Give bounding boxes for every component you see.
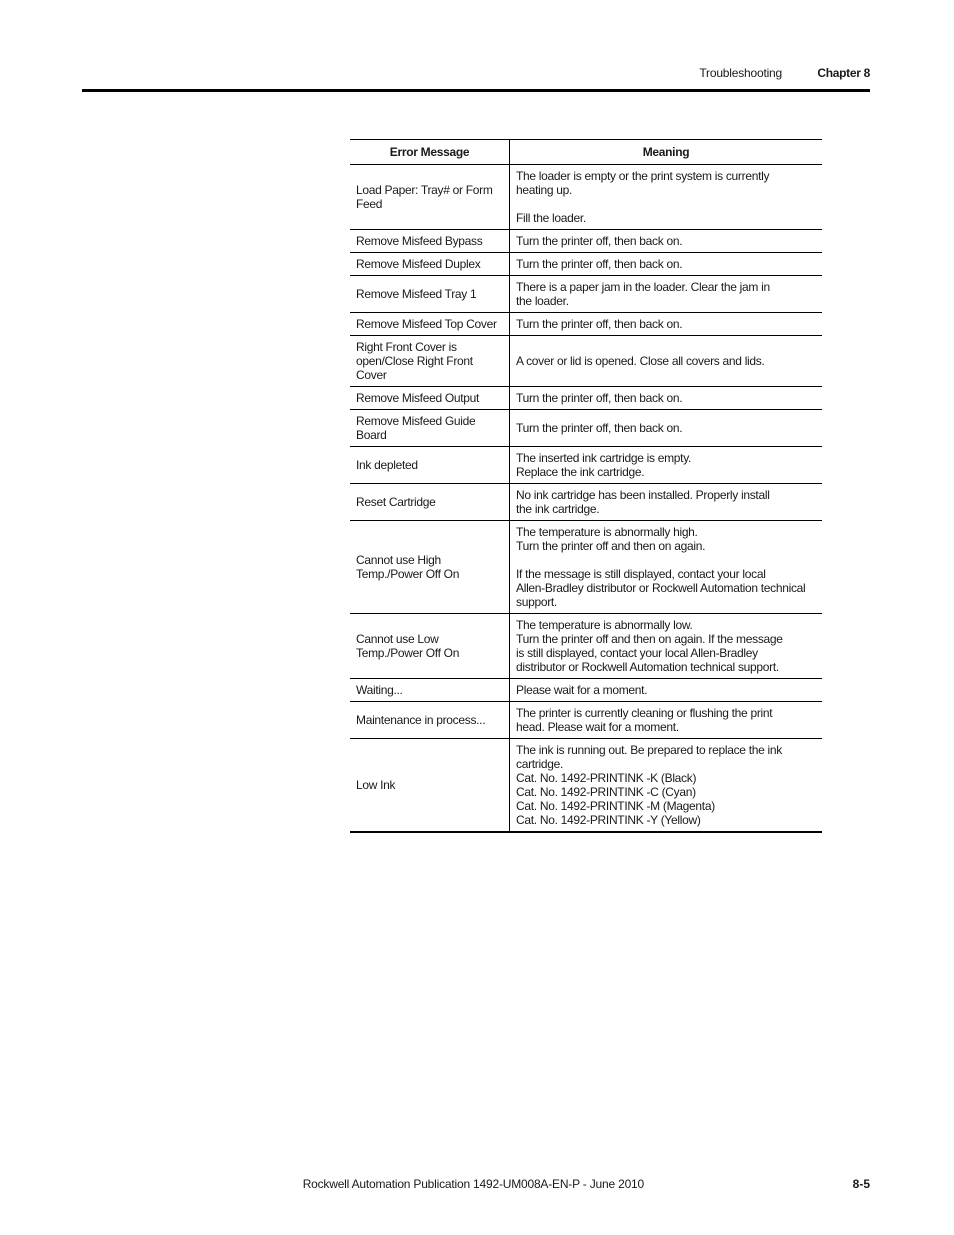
error-message-cell: Waiting... xyxy=(350,679,510,702)
meaning-line: the loader. xyxy=(516,294,569,308)
error-message-cell: Low Ink xyxy=(350,739,510,833)
chapter-label: Chapter 8 xyxy=(817,66,870,80)
meaning-cell xyxy=(510,253,823,276)
meaning-line: If the message is still displayed, contact your local xyxy=(516,567,766,581)
error-message-table xyxy=(350,139,822,833)
column-header-error-message: Error Message xyxy=(350,140,510,165)
meaning-line: the ink cartridge. xyxy=(516,502,600,516)
table-row xyxy=(350,387,822,410)
meaning-line: support. xyxy=(516,595,557,609)
meaning-cell xyxy=(510,702,823,739)
error-message-cell: Remove Misfeed Tray 1 xyxy=(350,276,510,313)
error-message-cell: Maintenance in process... xyxy=(350,702,510,739)
section-title: Troubleshooting xyxy=(699,66,782,80)
error-message-cell: Cannot use Low Temp./Power Off On xyxy=(350,614,510,679)
error-message-cell: Remove Misfeed Guide Board xyxy=(350,410,510,447)
meaning-gap xyxy=(516,197,816,211)
table-row xyxy=(350,739,822,833)
table-row xyxy=(350,447,822,484)
error-message-cell: Remove Misfeed Duplex xyxy=(350,253,510,276)
meaning-line: Allen-Bradley distributor or Rockwell Automation technical xyxy=(516,581,806,595)
meaning-gap xyxy=(516,553,816,567)
meaning-line: A cover or lid is opened. Close all covers and lids. xyxy=(516,354,765,368)
page-footer xyxy=(0,1177,870,1193)
meaning-line: The loader is empty or the print system is currently xyxy=(516,169,770,183)
table-row xyxy=(350,336,822,387)
page-number: 8-5 xyxy=(852,1177,870,1191)
meaning-line: Turn the printer off, then back on. xyxy=(516,391,683,405)
error-message-cell: Right Front Cover is open/Close Right Front Cover xyxy=(350,336,510,387)
error-message-cell: Cannot use High Temp./Power Off On xyxy=(350,521,510,614)
meaning-cell xyxy=(510,313,823,336)
meaning-line: heating up. xyxy=(516,183,573,197)
meaning-line: Turn the printer off and then on again. If the message xyxy=(516,632,783,646)
table-header-row xyxy=(350,140,822,165)
meaning-line: cartridge. xyxy=(516,757,564,771)
error-message-cell: Reset Cartridge xyxy=(350,484,510,521)
meaning-line: The ink is running out. Be prepared to replace the ink xyxy=(516,743,782,757)
meaning-line: distributor or Rockwell Automation technical support. xyxy=(516,660,779,674)
meaning-cell xyxy=(510,410,823,447)
meaning-cell xyxy=(510,387,823,410)
table-body xyxy=(350,165,822,833)
meaning-line: Turn the printer off, then back on. xyxy=(516,234,683,248)
header-rule xyxy=(82,89,870,92)
table-row xyxy=(350,410,822,447)
meaning-line: The printer is currently cleaning or flushing the print xyxy=(516,706,773,720)
meaning-line: Cat. No. 1492-PRINTINK -K (Black) xyxy=(516,771,697,785)
meaning-line: is still displayed, contact your local Allen-Bradley xyxy=(516,646,758,660)
meaning-line: Turn the printer off, then back on. xyxy=(516,317,683,331)
page-header xyxy=(0,66,870,82)
error-message-cell: Remove Misfeed Top Cover xyxy=(350,313,510,336)
meaning-line: Turn the printer off and then on again. xyxy=(516,539,706,553)
meaning-cell xyxy=(510,614,823,679)
table-row xyxy=(350,230,822,253)
publication-info: Rockwell Automation Publication 1492-UM008A-EN-P - June 2010 xyxy=(302,1177,644,1191)
error-message-cell: Remove Misfeed Output xyxy=(350,387,510,410)
table-row xyxy=(350,313,822,336)
meaning-cell xyxy=(510,447,823,484)
error-message-cell: Load Paper: Tray# or Form Feed xyxy=(350,165,510,230)
meaning-line: Cat. No. 1492-PRINTINK -M (Magenta) xyxy=(516,799,715,813)
meaning-cell xyxy=(510,230,823,253)
meaning-line: The temperature is abnormally high. xyxy=(516,525,698,539)
meaning-line: Turn the printer off, then back on. xyxy=(516,257,683,271)
table-row xyxy=(350,521,822,614)
column-header-meaning: Meaning xyxy=(642,145,690,159)
table-row xyxy=(350,253,822,276)
meaning-line: The inserted ink cartridge is empty. xyxy=(516,451,692,465)
meaning-cell xyxy=(510,521,823,614)
table-row xyxy=(350,679,822,702)
meaning-line: Replace the ink cartridge. xyxy=(516,465,645,479)
table-row xyxy=(350,702,822,739)
meaning-cell xyxy=(510,739,823,833)
meaning-cell xyxy=(510,276,823,313)
table-row xyxy=(350,165,822,230)
meaning-line: No ink cartridge has been installed. Properly install xyxy=(516,488,770,502)
table-row xyxy=(350,614,822,679)
meaning-line: Cat. No. 1492-PRINTINK -C (Cyan) xyxy=(516,785,696,799)
table-row xyxy=(350,276,822,313)
table-row xyxy=(350,484,822,521)
meaning-cell xyxy=(510,679,823,702)
meaning-line: Please wait for a moment. xyxy=(516,683,648,697)
meaning-line: Turn the printer off, then back on. xyxy=(516,421,683,435)
meaning-line: Cat. No. 1492-PRINTINK -Y (Yellow) xyxy=(516,813,701,827)
meaning-line: head. Please wait for a moment. xyxy=(516,720,679,734)
error-message-cell: Remove Misfeed Bypass xyxy=(350,230,510,253)
meaning-cell xyxy=(510,165,823,230)
meaning-cell xyxy=(510,336,823,387)
meaning-line: There is a paper jam in the loader. Clear the jam in xyxy=(516,280,770,294)
error-message-cell: Ink depleted xyxy=(350,447,510,484)
meaning-line: Fill the loader. xyxy=(516,211,586,225)
meaning-line: The temperature is abnormally low. xyxy=(516,618,693,632)
meaning-cell xyxy=(510,484,823,521)
